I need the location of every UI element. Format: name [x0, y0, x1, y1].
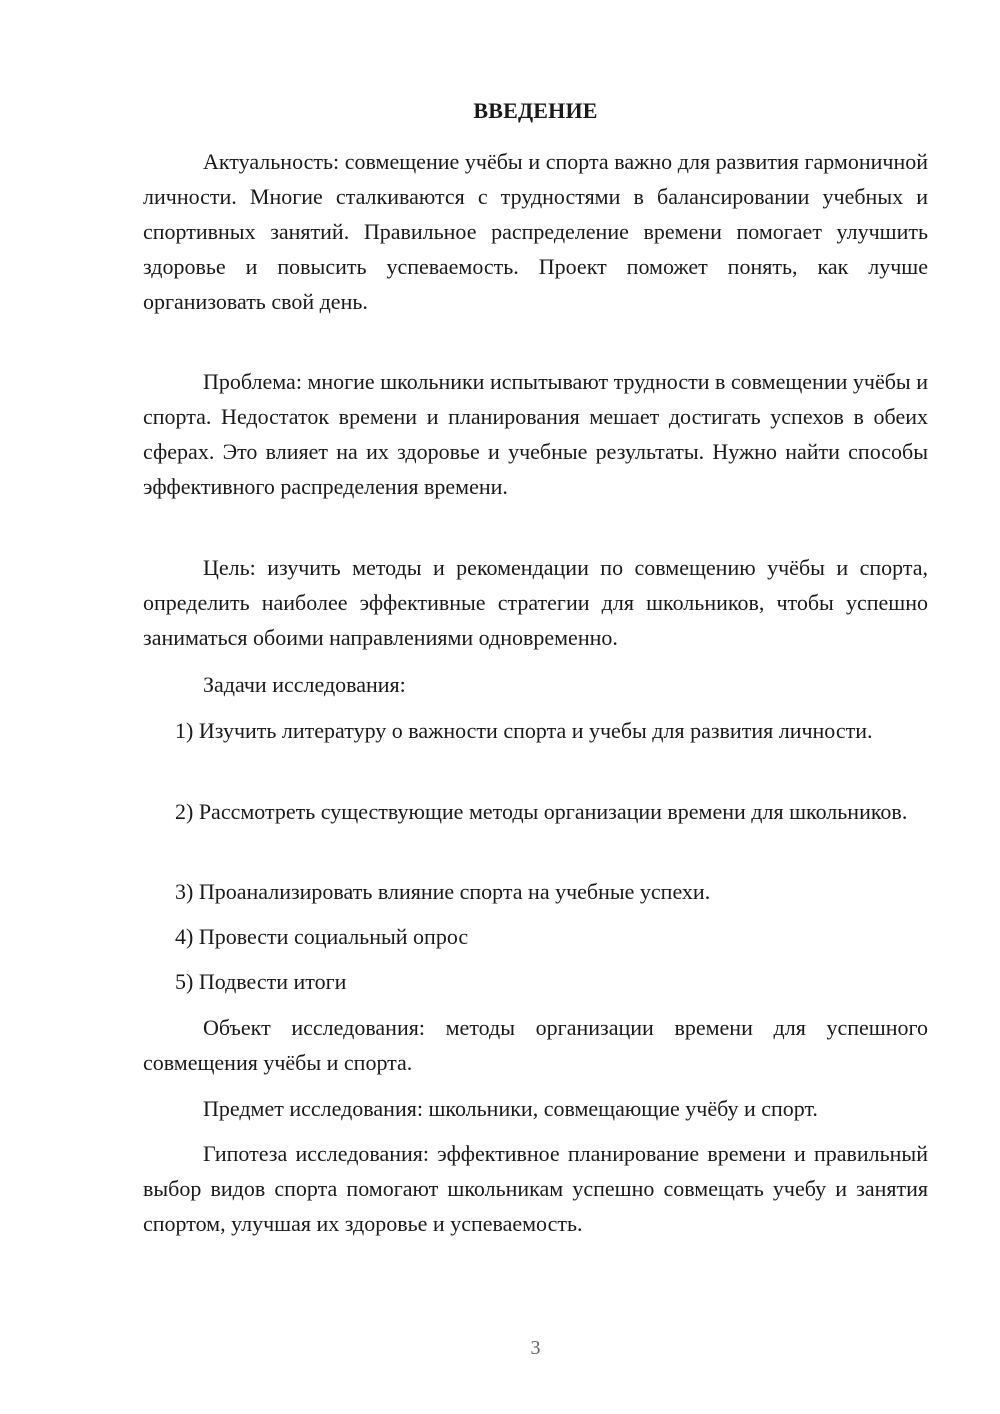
page-title: ВВЕДЕНИЕ	[473, 98, 598, 123]
paragraph-problem: Проблема: многие школьники испытывают трудности в совмещении учёбы и спорта. Недостаток времени и планирования мешает достигать успехов в обеих сферах. Это влияет на их здоровье и учебные результаты. Нужно найти способы эффективного распределения времени.	[143, 369, 928, 499]
page-number: 3	[530, 1337, 541, 1359]
paragraph-subject: Предмет исследования: школьники, совмещающие учёбу и спорт.	[203, 1096, 818, 1121]
paragraph-object: Объект исследования: методы организации времени для успешного совмещения учёбы и спорта.	[143, 1015, 928, 1075]
paragraph-hypothesis: Гипотеза исследования: эффективное планирование времени и правильный выбор видов спорта помогают школьникам успешно совмещать учебу и занятия спортом, улучшая их здоровье и успеваемость.	[143, 1141, 928, 1236]
task-item-3: 3) Проанализировать влияние спорта на учебные успехи.	[175, 879, 711, 904]
tasks-heading: Задачи исследования:	[203, 672, 406, 697]
paragraph-relevance: Актуальность: совмещение учёбы и спорта важно для развития гармоничной личности. Многие сталкиваются с трудностями в балансировании учебных и спортивных занятий. Правильное распределение времени помогает улучшить здоровье и повысить успеваемость. Проект поможет понять, как лучше организовать свой день.	[143, 149, 928, 314]
paragraph-goal: Цель: изучить методы и рекомендации по совмещению учёбы и спорта, определить наиболее эффективные стратегии для школьников, чтобы успешно заниматься обоими направлениями одновременно.	[143, 555, 928, 650]
task-item-4: 4) Провести социальный опрос	[175, 924, 469, 949]
task-item-1: 1) Изучить литературу о важности спорта и учебы для развития личности.	[175, 718, 873, 743]
document-page	[143, 0, 928, 1414]
task-item-5: 5) Подвести итоги	[175, 969, 347, 994]
task-item-2: 2) Рассмотреть существующие методы организации времени для школьников.	[175, 799, 908, 824]
